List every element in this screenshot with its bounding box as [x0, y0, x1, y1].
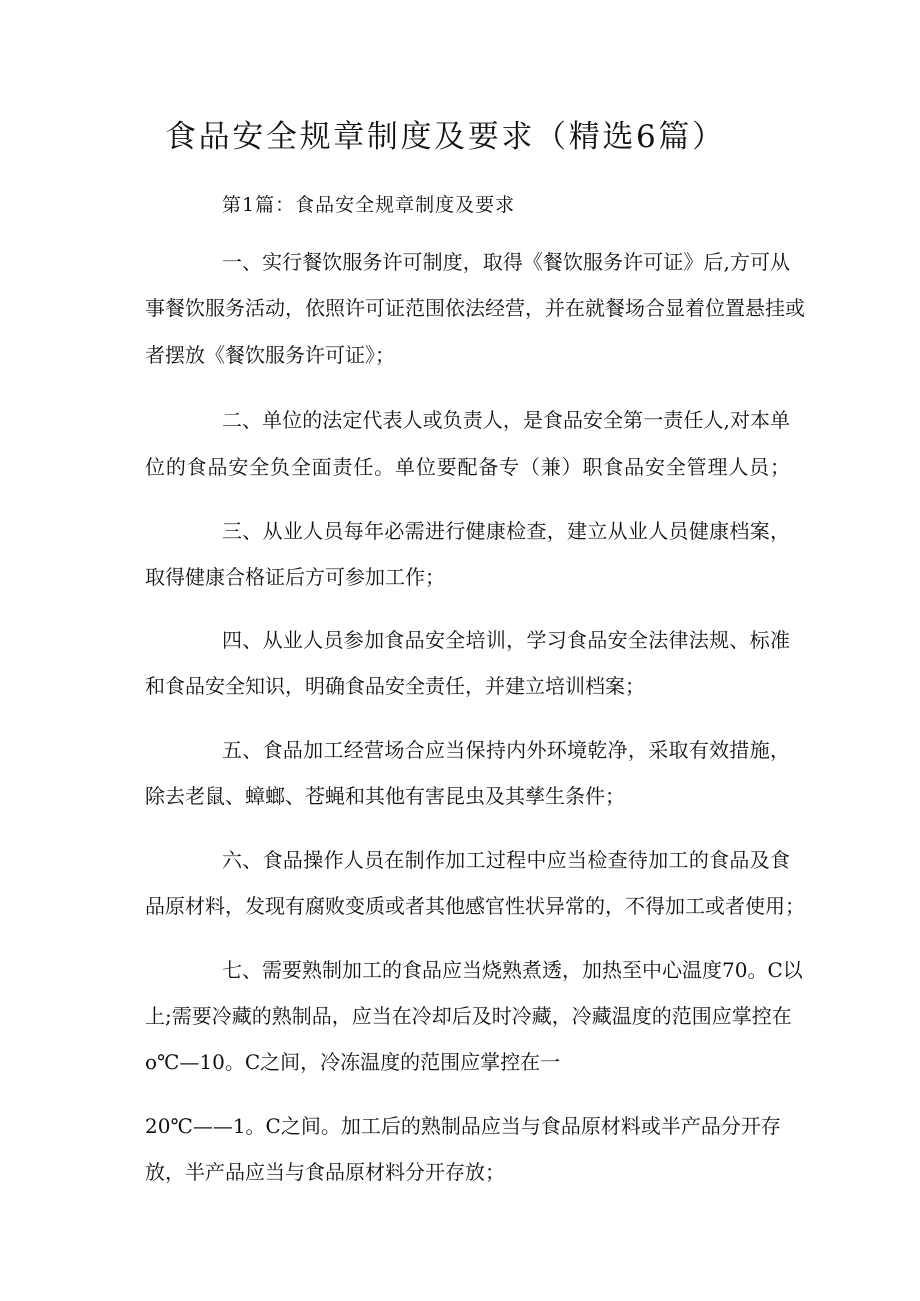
paragraph-line: 者摆放《餐饮服务许可证》； — [145, 343, 395, 367]
paragraph-line: 20℃——1。C之间。加工后的熟制品应当与食品原材料或半产品分开存 — [145, 1114, 781, 1138]
paragraph-line: 品原材料，发现有腐败变质或者其他感官性状异常的，不得加工或者使用； — [145, 894, 805, 918]
paragraph-line: 除去老鼠、蟑螂、苍蝇和其他有害昆虫及其孳生条件； — [145, 784, 625, 808]
paragraph-line: 七、需要熟制加工的食品应当烧熟煮透，加热至中心温度70。C以 — [222, 958, 803, 982]
paragraph-line: 放，半产品应当与食品原材料分开存放； — [145, 1160, 505, 1184]
paragraph-line: 和食品安全知识，明确食品安全责任，并建立培训档案； — [145, 674, 645, 698]
paragraph-line: 五、食品加工经营场合应当保持内外环境乾净，采取有效措施， — [222, 738, 790, 762]
paragraph-line: 六、食品操作人员在制作加工过程中应当检查待加工的食品及食 — [222, 848, 790, 872]
section-heading: 第1篇：食品安全规章制度及要求 — [222, 194, 516, 216]
paragraph-line: 二、单位的法定代表人或负责人，是食品安全第一责任人,对本单 — [222, 408, 790, 432]
paragraph-line: 位的食品安全负全面责任。单位要配备专（兼）职食品安全管理人员； — [145, 455, 790, 479]
document-title: 食品安全规章制度及要求（精选6篇） — [165, 119, 725, 155]
paragraph-line: o℃—10。C之间，冷冻温度的范围应掌控在一 — [145, 1050, 561, 1074]
paragraph-line: 取得健康合格证后方可参加工作； — [145, 565, 445, 589]
paragraph-line: 四、从业人员参加食品安全培训，学习食品安全法律法规、标准 — [222, 628, 790, 652]
paragraph-line: 三、从业人员每年必需进行健康检查，建立从业人员健康档案， — [222, 519, 790, 543]
paragraph-line: 事餐饮服务活动，依照许可证范围依法经营，并在就餐场合显着位置悬挂或 — [145, 296, 805, 320]
paragraph-line: 一、实行餐饮服务许可制度，取得《餐饮服务许可证》后,方可从 — [222, 250, 790, 274]
paragraph-line: 上;需要冷藏的熟制品，应当在冷却后及时冷藏，冷藏温度的范围应掌控在 — [145, 1004, 792, 1028]
